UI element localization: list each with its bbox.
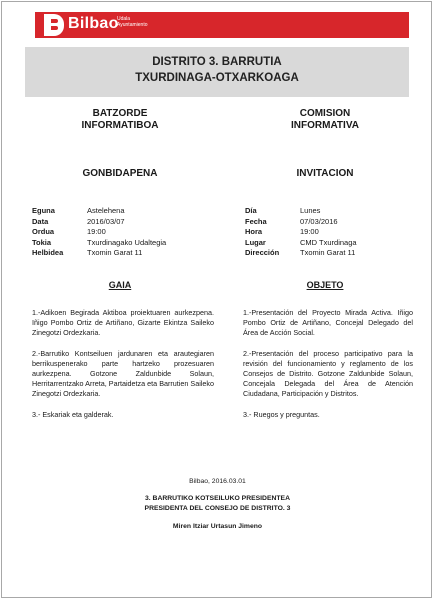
info-row [32,206,202,217]
info-label: Tokia [32,237,52,247]
right-org-heading [250,108,400,132]
logo-sub-line2: Ayuntamiento [117,22,148,28]
info-row [32,248,202,259]
info-value: 19:00 [300,227,319,236]
info-value: Astelehena [87,206,125,215]
logo-name: Bilbao [68,15,119,32]
agenda-item: 2.-Barrutiko Kontseiluen jardunaren eta arautegiaren berrikuspenerako parte hartzeko prozesuaren aurkezpena. Gotzone Zaldunbide Solaun, Herritarrentzako Arreta, Partaidetza eta Barrutien Saileko Zinegotzi Ordezkaria. [32,348,214,399]
right-agenda [243,308,413,430]
info-value: Txomin Garat 11 [300,248,356,257]
agenda-item: 1.-Presentación del Proyecto Mirada Activa. Iñigo Pombo Ortiz de Artiñano, Concejal Delegado del Área de Acción Social. [243,308,413,338]
info-value: CMD Txurdinaga [300,237,357,247]
info-label: Ordua [32,227,55,236]
info-row [32,217,202,228]
signer-name: Miren Itziar Urtasun Jimeno [172,523,263,530]
info-row [245,227,415,238]
role-spanish: PRESIDENTA DEL CONSEJO DE DISTRITO. 3 [144,505,291,512]
agenda-item: 3.- Ruegos y preguntas. [243,409,320,419]
left-info-table [32,206,202,259]
role-basque: 3. BARRUTIKO KOTSEILUKO PRESIDENTEA [144,495,290,502]
left-org-line2: INFORMATIBOA [81,120,159,131]
logo-subtitle [117,16,147,28]
left-agenda [32,308,214,430]
agenda-item: 1.-Adikoen Begirada Aktiboa proiektuaren aurkezpena. Iñigo Pombo Ortiz de Artiñano, Gizarte Ekintza Saileko Zinegotzi Ordezkaria. [32,308,214,338]
title-box [25,47,409,97]
info-label: Eguna [32,206,55,215]
info-value: Lunes [300,206,321,215]
title-line-2: TXURDINAGA-OTXARKOAGA [135,72,299,84]
agenda-item: 3.- Eskariak eta galderak. [32,409,114,419]
info-label: Fecha [245,216,267,226]
info-value: 19:00 [87,227,106,236]
right-section-heading: OBJETO [306,280,344,290]
info-label: Dirección [245,248,280,257]
left-org-line1: BATZORDE [92,108,148,119]
info-value: 07/03/2016 [300,216,338,226]
info-row [245,217,415,228]
info-value: Txurdinagako Udaltegia [87,237,167,247]
left-doc-type: GONBIDAPENA [82,168,158,179]
right-info-table [245,206,415,259]
agenda-item: 2.-Presentación del proceso participativo para la revisión del funcionamiento y reglamento de los Consejos de Distrito. Gotzone Zaldunbide Solaun, Concejala Delegada del Área de Atención Ciudadana, Participación y Distritos. [243,348,413,399]
bilbao-logo-icon [44,14,64,36]
right-org-line1: COMISION [299,108,351,119]
info-label: Hora [245,227,263,236]
left-org-heading [45,108,195,132]
info-value: 2016/03/07 [87,216,125,226]
info-value: Txomin Garat 11 [87,248,143,257]
info-row [32,238,202,249]
right-org-line2: INFORMATIVA [291,120,359,131]
right-doc-type: INVITACION [296,168,354,179]
info-label: Helbidea [32,248,64,257]
info-label: Lugar [245,237,266,247]
info-row [32,227,202,238]
left-section-heading: GAIA [108,280,132,290]
info-label: Día [245,206,257,215]
info-row [245,248,415,259]
logo-sub-line1: Udala [117,16,131,22]
title-line-1: DISTRITO 3. BARRUTIA [152,56,282,68]
info-label: Data [32,216,49,226]
info-row [245,206,415,217]
info-row [245,238,415,249]
place-date: Bilbao, 2016.03.01 [189,478,246,485]
